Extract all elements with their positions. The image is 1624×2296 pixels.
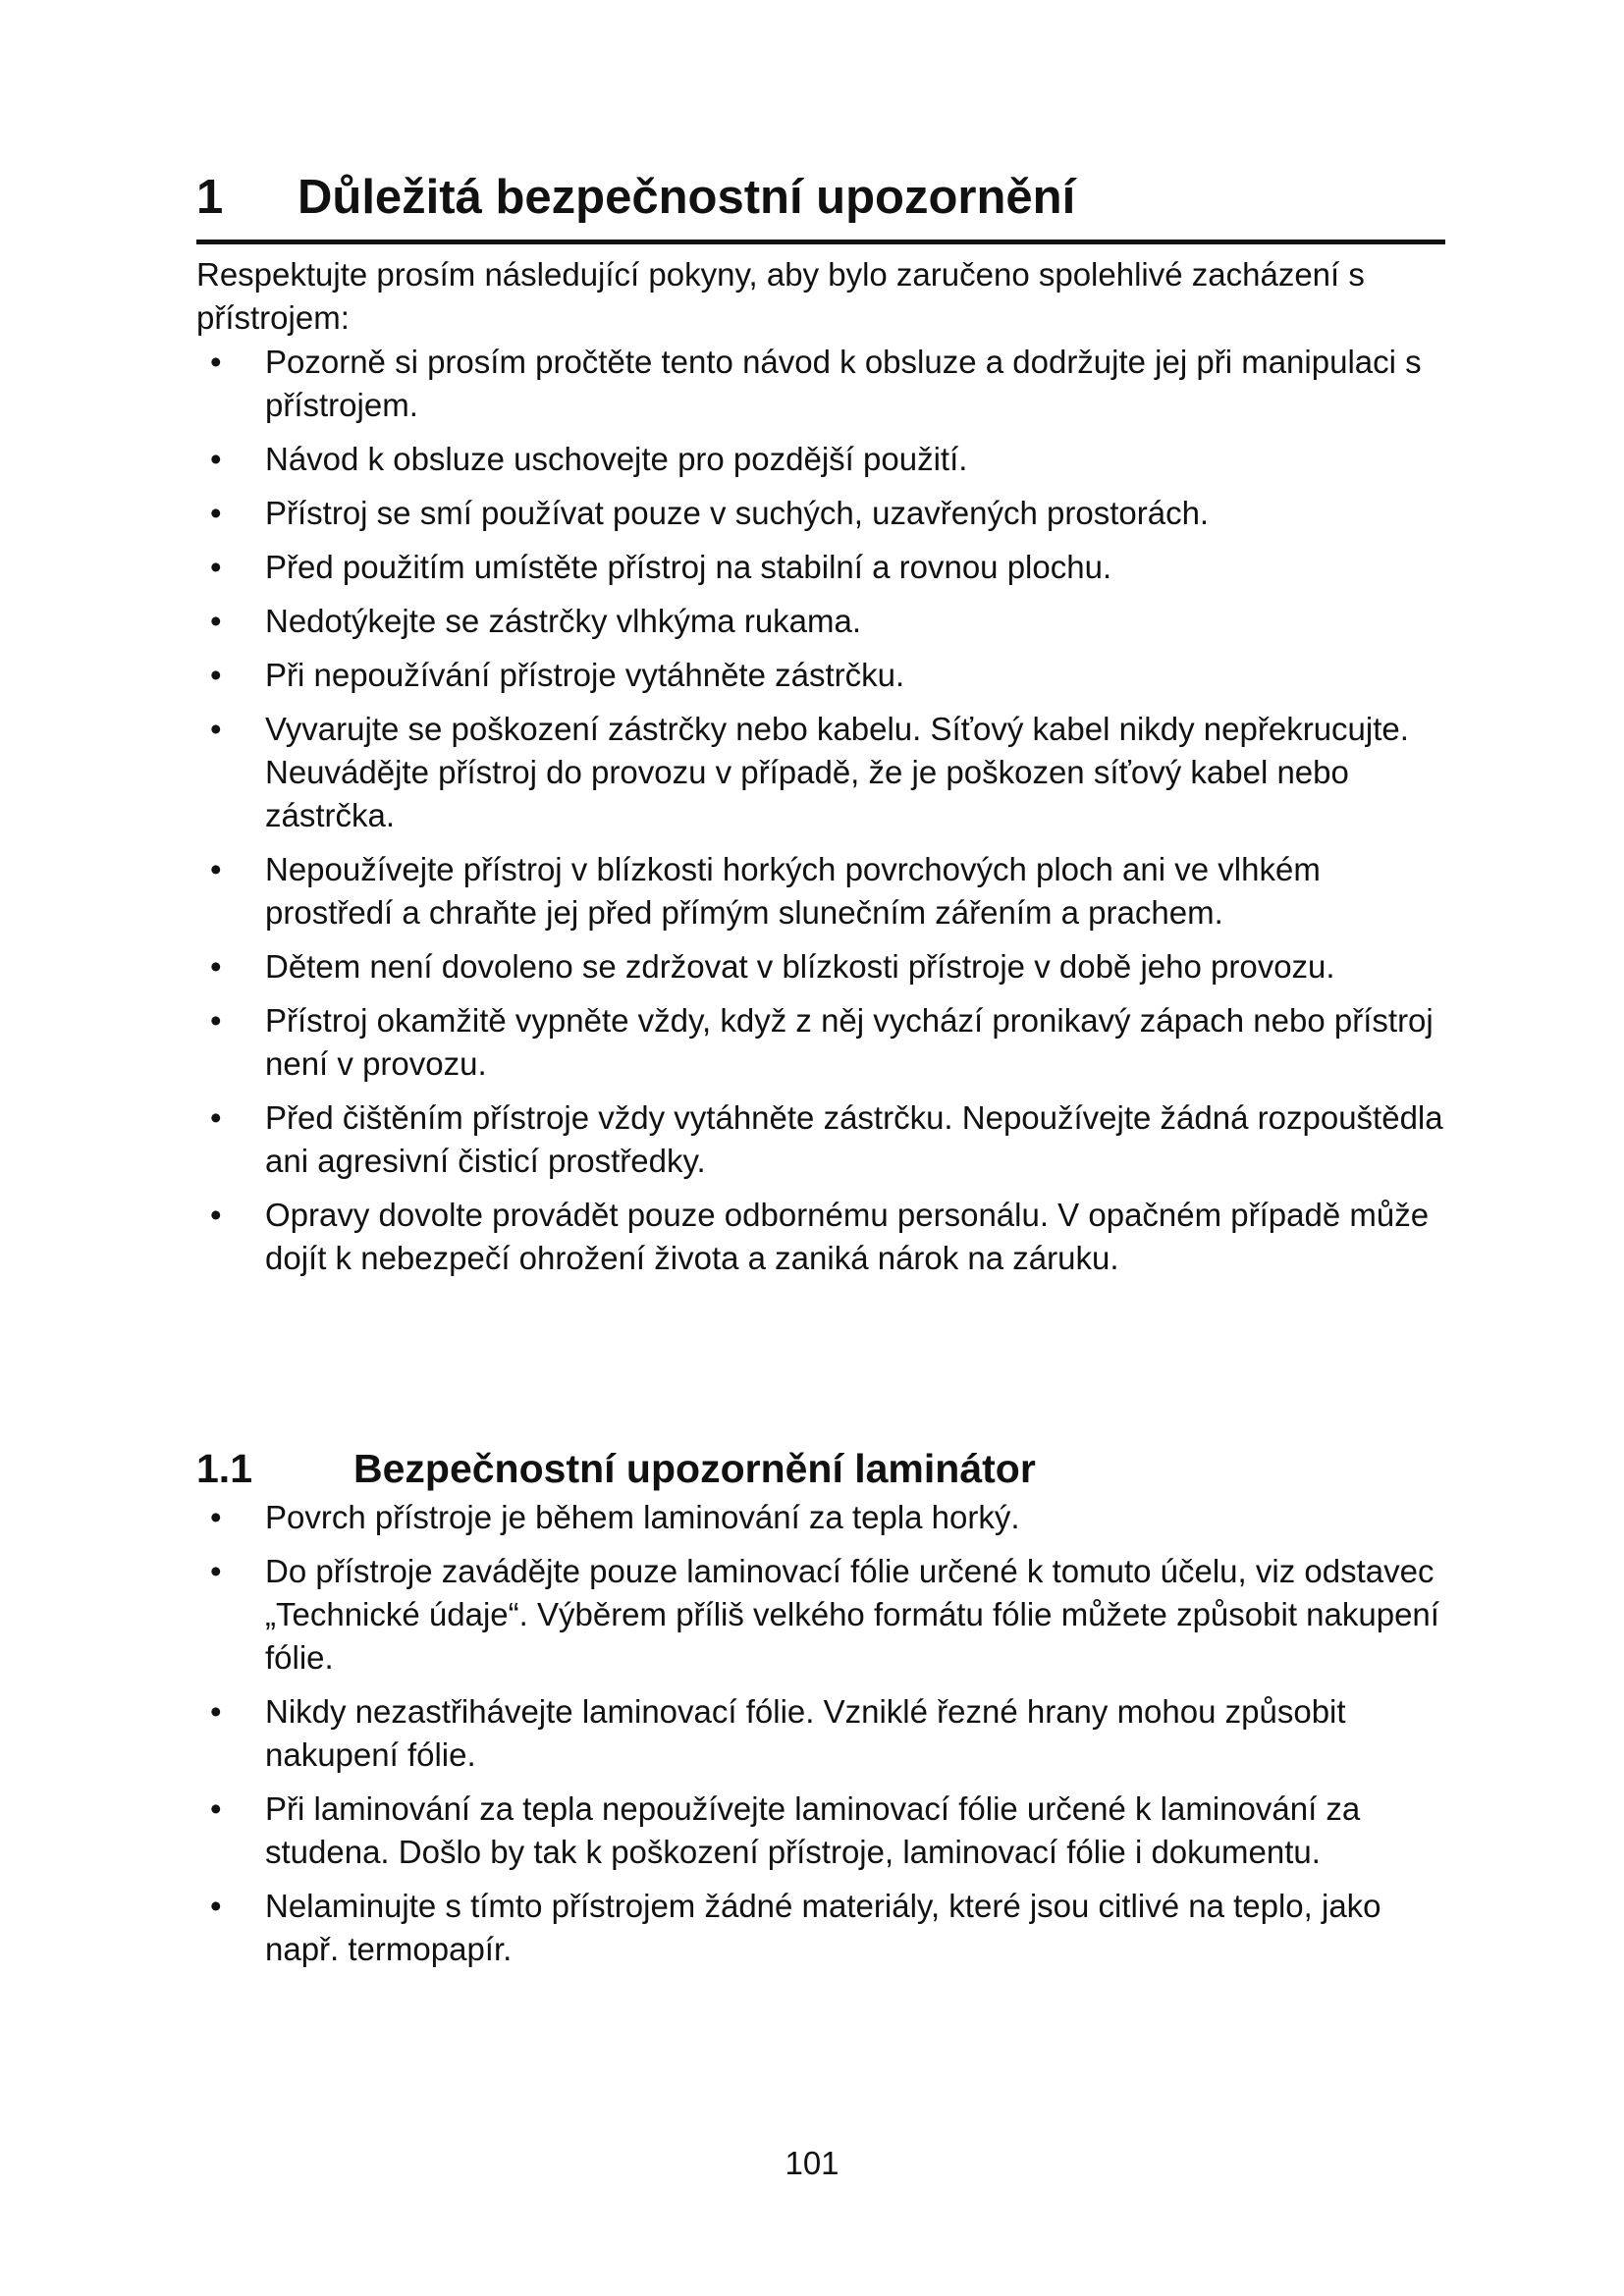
section-1-1-title: Bezpečnostní upozornění laminátor <box>353 1446 1036 1491</box>
list-item-text: Přístroj se smí používat pouze v suchých, uzavřených prostorách. <box>265 495 1210 531</box>
list-item-text: Při nepoužívání přístroje vytáhněte zástrčku. <box>265 657 905 693</box>
bullet-icon: • <box>210 1888 222 1924</box>
list-item <box>0 945 1453 988</box>
bullet-icon: • <box>210 1197 222 1233</box>
list-item-text: Před čištěním přístroje vždy vytáhněte zástrčku. Nepoužívejte žádná rozpouštědla ani agresivní čisticí prostředky. <box>265 1099 1443 1179</box>
list-item-text: Vyvarujte se poškození zástrčky nebo kabelu. Síťový kabel nikdy nepřekrucujte. Neuvádějte přístroj do provozu v případě, že je poškozen síťový kabel nebo zástrčka. <box>265 711 1409 833</box>
list-item-text: Před použitím umístěte přístroj na stabilní a rovnou plochu. <box>265 549 1112 585</box>
bullet-icon: • <box>210 657 222 693</box>
list-item <box>0 708 1453 837</box>
list-item <box>0 341 1453 427</box>
bullet-icon: • <box>210 441 222 477</box>
list-item-text: Pozorně si prosím pročtěte tento návod k obsluze a dodržujte jej při manipulaci s přístrojem. <box>265 344 1422 423</box>
list-item <box>0 1550 1453 1680</box>
list-item-text: Při laminování za tepla nepoužívejte laminovací fólie určené k laminování za studena. Došlo by tak k poškození přístroje, laminovací fólie i dokumentu. <box>265 1790 1361 1870</box>
list-item <box>0 848 1453 934</box>
list-item-text: Opravy dovolte provádět pouze odbornému personálu. V opačném případě může dojít k nebezpečí ohrožení života a zaniká nárok na záruku. <box>265 1197 1430 1276</box>
bullet-icon: • <box>210 549 222 585</box>
safety-list <box>0 341 1453 1291</box>
list-item <box>0 1194 1453 1280</box>
bullet-icon: • <box>210 344 222 380</box>
section-1-title: Důležitá bezpečnostní upozornění <box>298 171 1076 224</box>
bullet-icon: • <box>210 495 222 531</box>
bullet-icon: • <box>210 948 222 985</box>
page-number: 101 <box>785 2145 839 2181</box>
list-item <box>0 1096 1453 1183</box>
bullet-icon: • <box>210 1099 222 1136</box>
section-1-intro: Respektujte prosím následující pokyny, aby bylo zaručeno spolehlivé zacházení s přístrojem: <box>196 256 1365 336</box>
list-item-text: Povrch přístroje je během laminování za tepla horký. <box>265 1499 1020 1535</box>
list-item-text: Nedotýkejte se zástrčky vlhkýma rukama. <box>265 603 862 639</box>
list-item <box>0 999 1453 1086</box>
list-item-text: Nelaminujte s tímto přístrojem žádné materiály, které jsou citlivé na teplo, jako např. termopapír. <box>265 1888 1381 1967</box>
list-item-text: Návod k obsluze uschovejte pro pozdější použití. <box>265 441 968 477</box>
list-item-text: Přístroj okamžitě vypněte vždy, když z něj vychází pronikavý zápach nebo přístroj není v provozu. <box>265 1002 1434 1082</box>
bullet-icon: • <box>210 711 222 747</box>
bullet-icon: • <box>210 1002 222 1039</box>
section-1-1-heading <box>196 1441 1445 1496</box>
list-item-text: Nikdy nezastřihávejte laminovací fólie. Vzniklé řezné hrany mohou způsobit nakupení fólie. <box>265 1693 1346 1773</box>
list-item-text: Nepoužívejte přístroj v blízkosti horkých povrchových ploch ani ve vlhkém prostředí a chraňte jej před přímým slunečním zářením a prachem. <box>265 851 1321 931</box>
list-item <box>0 492 1453 535</box>
list-item <box>0 1496 1453 1539</box>
bullet-icon: • <box>210 603 222 639</box>
list-item-text: Dětem není dovoleno se zdržovat v blízkosti přístroje v době jeho provozu. <box>265 948 1335 985</box>
laminator-safety-list <box>0 1496 1453 1982</box>
section-1-number: 1 <box>196 171 224 224</box>
bullet-icon: • <box>210 851 222 887</box>
section-1-1-number: 1.1 <box>196 1446 252 1491</box>
list-item <box>0 654 1453 697</box>
bullet-icon: • <box>210 1499 222 1535</box>
list-item <box>0 438 1453 481</box>
list-item <box>0 1690 1453 1777</box>
list-item <box>0 600 1453 643</box>
bullet-icon: • <box>210 1693 222 1730</box>
list-item <box>0 1788 1453 1874</box>
list-item <box>0 1885 1453 1971</box>
bullet-icon: • <box>210 1790 222 1827</box>
section-1-heading <box>196 165 1445 244</box>
list-item <box>0 546 1453 589</box>
list-item-text: Do přístroje zavádějte pouze laminovací fólie určené k tomuto účelu, viz odstavec „Technické údaje“. Výběrem příliš velkého formátu fólie můžete způsobit nakupení fólie. <box>265 1553 1439 1676</box>
bullet-icon: • <box>210 1553 222 1589</box>
